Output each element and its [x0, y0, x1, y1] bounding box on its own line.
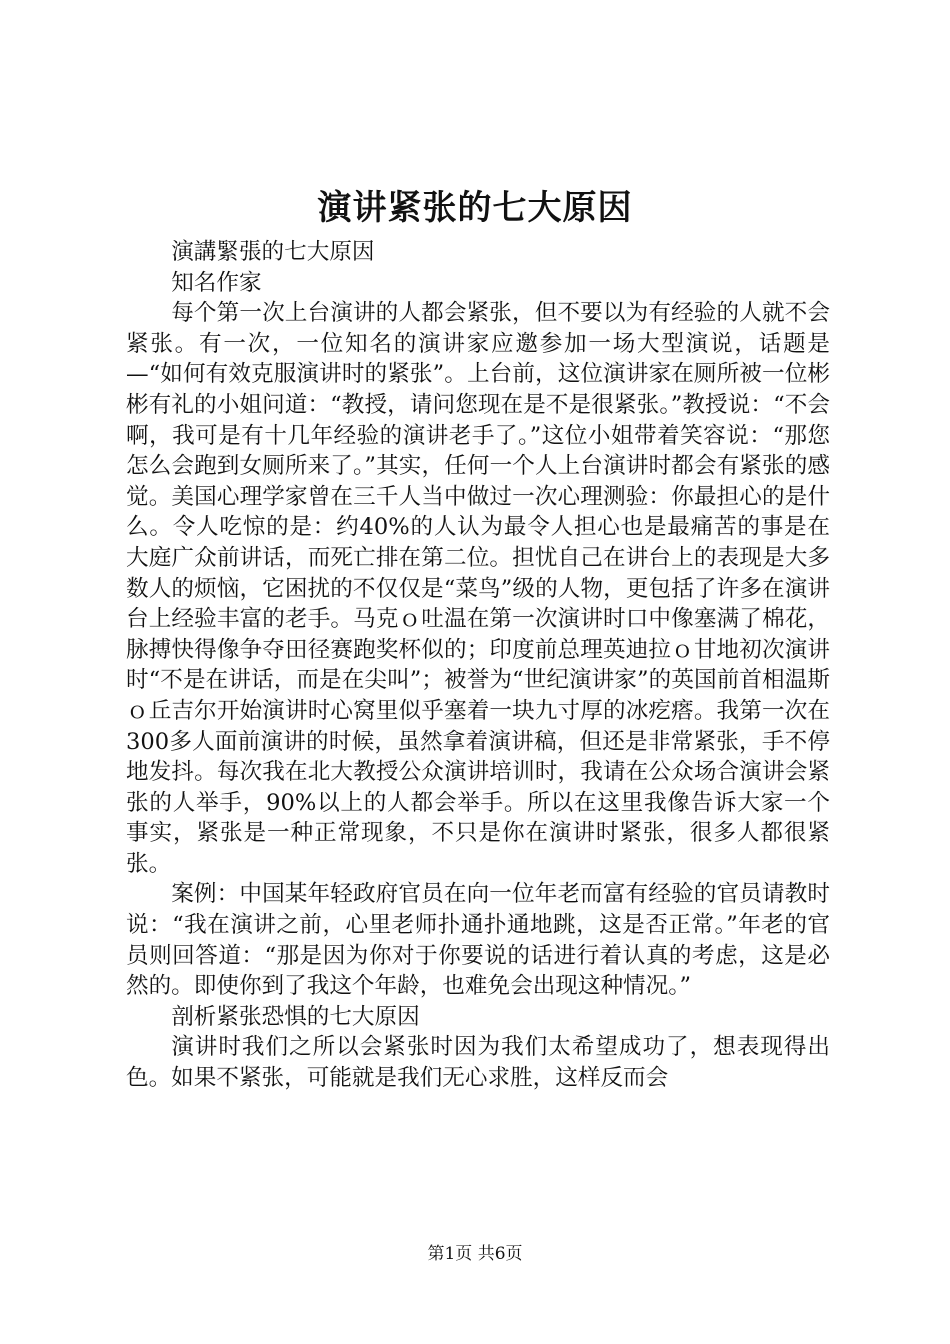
- page-number-footer: 第1页 共6页: [427, 1244, 523, 1264]
- paragraph-intro: 每个第一次上台演讲的人都会紧张，但不要以为有经验的人就不会紧张。有一次，一位知名的演讲家应邀参加一场大型演说，话题是—“如何有效克服演讲时的紧张”。上台前，这位演讲家在厕所被一位彬彬有礼的小姐问道：“教授，请问您现在是不是很紧张。”教授说：“不会啊，我可是有十几年经验的演讲老手了。”这位小姐带着笑容说：“那您怎么会跑到女厕所来了。”其实，任何一个人上台演讲时都会有紧张的感觉。美国心理学家曾在三千人当中做过一次心理测验：你最担心的是什么。令人吃惊的是：约40%的人认为最令人担心也是最痛苦的事是在大庭广众前讲话，而死亡排在第二位。担忧自己在讲台上的表现是大多数人的烦恼，它困扰的不仅仅是“菜鸟”级的人物，更包括了许多在演讲台上经验丰富的老手。马克ｏ吐温在第一次演讲时口中像塞满了棉花，脉搏快得像争夺田径赛跑奖杯似的；印度前总理英迪拉ｏ甘地初次演讲时“不是在讲话，而是在尖叫”；被誉为“世纪演讲家”的英国前首相温斯ｏ丘吉尔开始演讲时心窝里似乎塞着一块九寸厚的冰疙瘩。我第一次在300多人面前演讲的时候，虽然拿着演讲稿，但还是非常紧张，手不停地发抖。每次我在北大教授公众演讲培训时，我请在公众场合演讲会紧张的人举手，90%以上的人都会举手。所以在这里我像告诉大家一个事实，紧张是一种正常现象，不只是你在演讲时紧张，很多人都很紧张。: [126, 300, 830, 877]
- paragraph-section-heading: 剖析紧张恐惧的七大原因: [171, 1003, 420, 1030]
- paragraph-subtitle: 演講緊張的七大原因: [171, 239, 375, 265]
- paragraph-analysis: 演讲时我们之所以会紧张时因为我们太希望成功了，想表现得出色。如果不紧张，可能就是我们无心求胜，这样反而会: [126, 1034, 830, 1092]
- document-body: [126, 237, 830, 1094]
- document-title: 演讲紧张的七大原因: [317, 188, 633, 228]
- paragraph-author: 知名作家: [171, 269, 262, 296]
- paragraph-case: 案例：中国某年轻政府官员在向一位年老而富有经验的官员请教时说：“我在演讲之前，心里老师扑通扑通地跳，这是否正常。”年老的官员则回答道：“那是因为你对于你要说的话进行着认真的考虑，这是必然的。即使你到了我这个年龄，也难免会出现这种情况。”: [126, 881, 830, 1000]
